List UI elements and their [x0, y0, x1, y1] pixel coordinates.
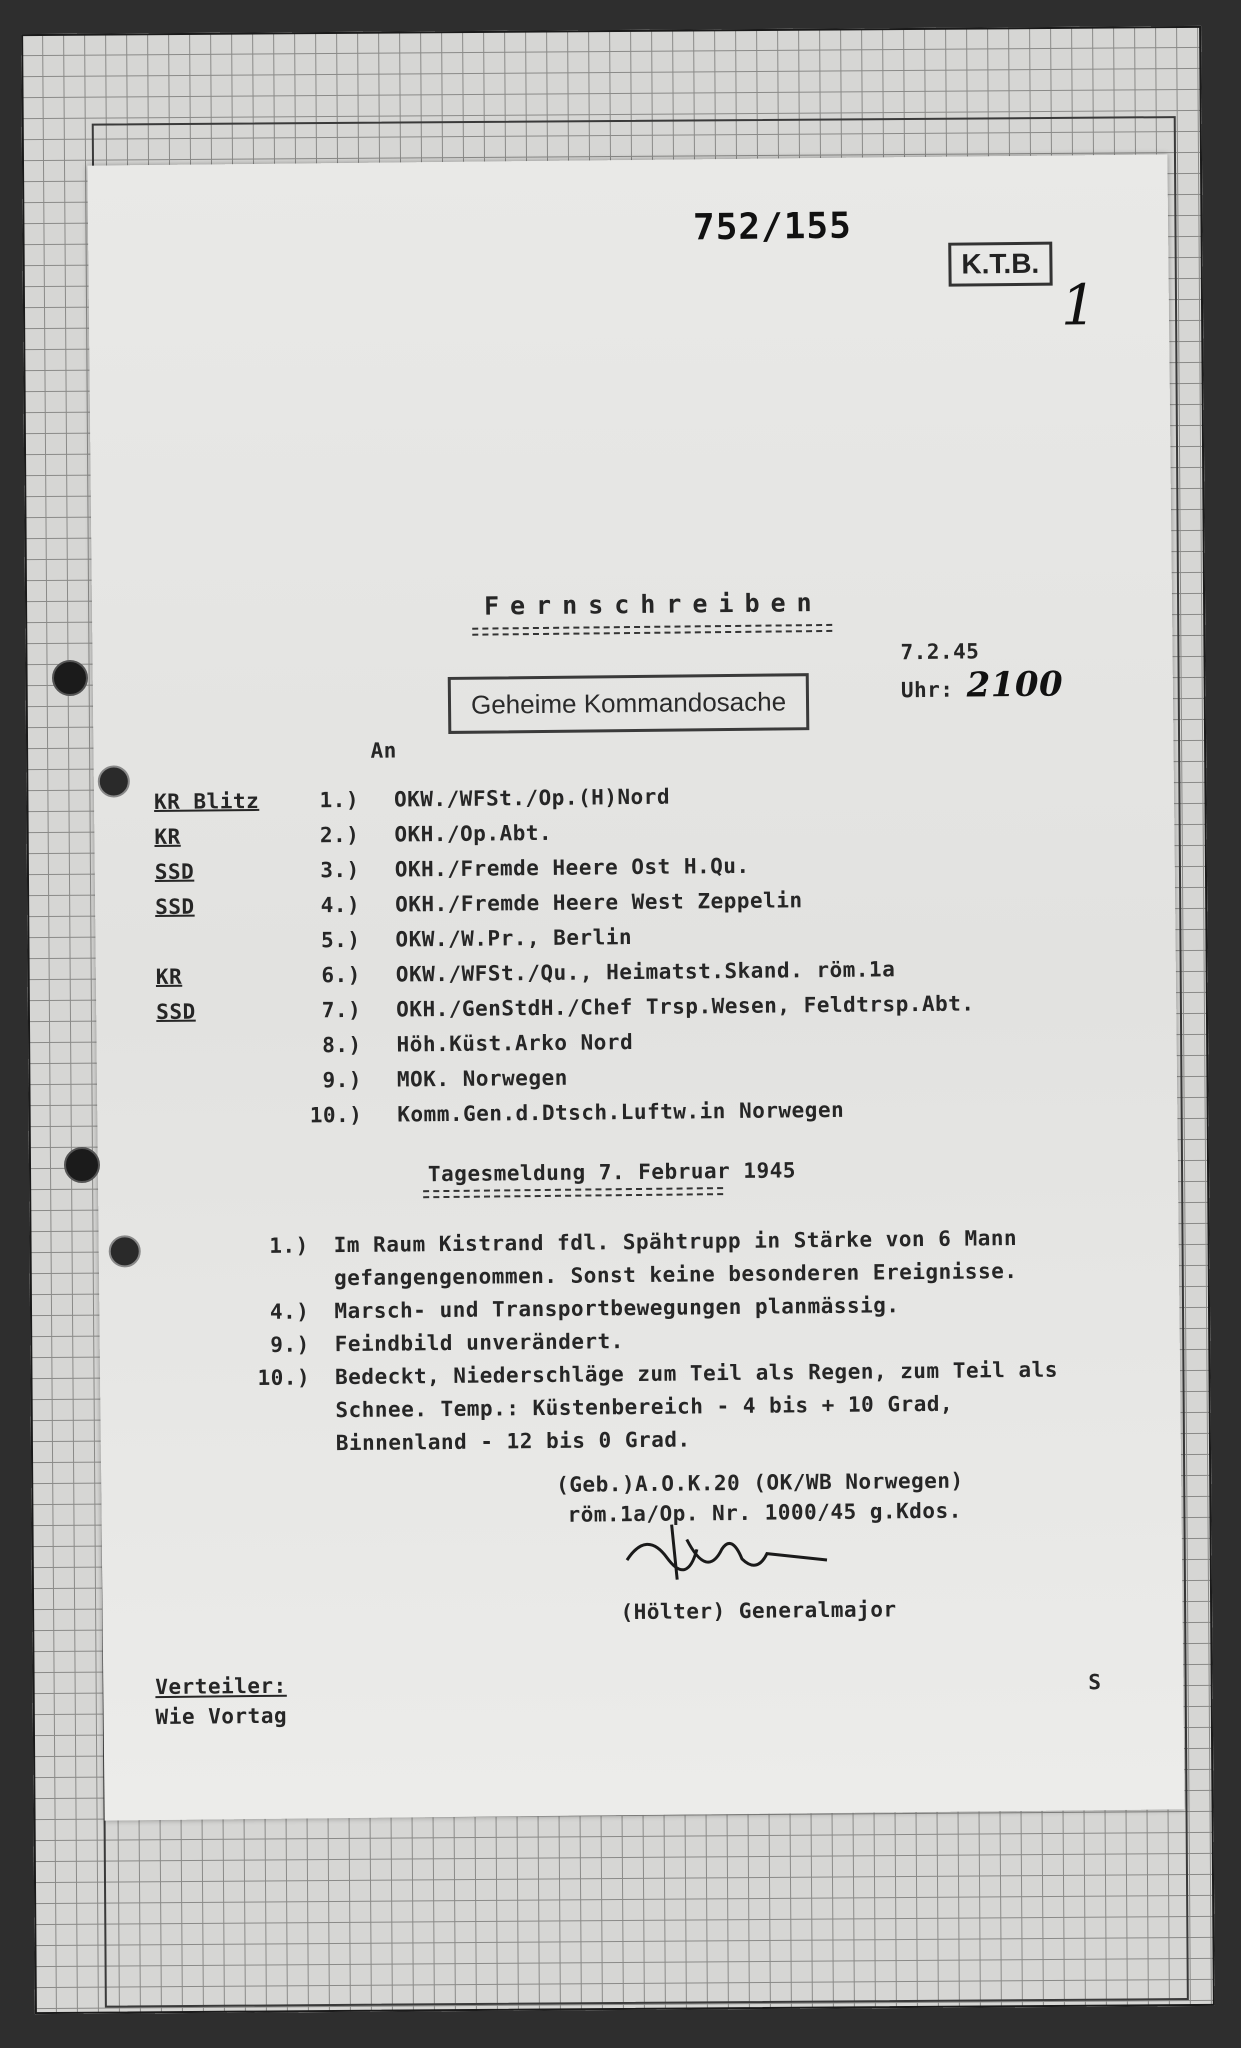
recipient-number: 5.): [320, 927, 361, 953]
report-item-number: [250, 1398, 310, 1399]
recipient-number: 1.): [319, 787, 360, 813]
report-title-underline: [423, 1187, 723, 1192]
report-item-number: 9.): [270, 1332, 310, 1357]
recipient-number: 7.): [321, 997, 362, 1023]
classification-stamp: Geheime Kommandosache: [448, 673, 810, 734]
report-title: Tagesmeldung 7. Februar 1945: [427, 1158, 797, 1187]
recipient-number: 8.): [322, 1032, 362, 1058]
document-heading: Fernschreiben: [483, 588, 823, 621]
hole-reinforcement-mark: [98, 765, 130, 797]
report-line: Bedeckt, Niederschläge zum Teil als Regen, zum Teil als: [334, 1357, 1059, 1390]
recipient-name: OKW./WFSt./Op.(H)Nord: [393, 784, 671, 812]
recipient-number: 6.): [321, 962, 361, 988]
recipient-number: 2.): [319, 822, 360, 848]
hole-reinforcement-mark-lower: [109, 1235, 141, 1267]
report-line: Schnee. Temp.: Küstenbereich - 4 bis + 10 Grad,: [335, 1391, 954, 1423]
report-item-number: 1.): [269, 1233, 309, 1258]
ktb-stamp: K.T.B.: [948, 242, 1052, 287]
recipient-name: OKW./WFSt./Qu., Heimatst.Skand. röm.1a: [395, 957, 896, 987]
telegram-time-row: [900, 664, 1064, 708]
recipient-name: OKH./GenStdH./Chef Trsp.Wesen, Feldtrsp.Abt.: [396, 991, 975, 1022]
recipient-name: Höh.Küst.Arko Nord: [396, 1030, 634, 1057]
document-number: 752/155: [692, 205, 852, 249]
recipient-priority: SSD: [154, 859, 195, 885]
addressee-intro: An: [370, 738, 397, 763]
report-line: gefangengenommen. Sonst keine besonderen Ereignisse.: [333, 1259, 1018, 1291]
recipient-priority: KR: [154, 824, 181, 850]
distribution-value: Wie Vortag: [155, 1703, 288, 1730]
corner-mark: S: [1088, 1670, 1102, 1695]
report-line: Feindbild unverändert.: [334, 1329, 624, 1357]
report-line: Im Raum Kistrand fdl. Spähtrupp in Stärke von 6 Mann: [333, 1226, 1018, 1258]
telegram-sheet: [87, 154, 1184, 1820]
signatory: (Hölter) Generalmajor: [620, 1597, 897, 1625]
distribution-label: Verteiler:: [155, 1673, 287, 1700]
report-item-number: 10.): [257, 1365, 311, 1390]
heading-underline: [472, 624, 832, 630]
sender-unit: (Geb.)A.O.K.20 (OK/WB Norwegen): [556, 1468, 964, 1497]
report-line: Binnenland - 12 bis 0 Grad.: [335, 1427, 691, 1456]
report-item-number: [249, 1266, 309, 1267]
handwritten-signature: [617, 1518, 838, 1590]
recipient-number: 10.): [309, 1102, 363, 1128]
recipient-name: Komm.Gen.d.Dtsch.Luftw.in Norwegen: [397, 1097, 845, 1127]
recipient-number: 4.): [320, 892, 361, 918]
recipient-number: 3.): [320, 857, 360, 883]
recipient-name: OKW./W.Pr., Berlin: [395, 925, 633, 952]
report-title-underline-second: [423, 1193, 723, 1198]
ktb-handwritten-mark: 1: [1060, 273, 1097, 339]
recipient-name: MOK. Norwegen: [396, 1065, 568, 1092]
report-item-number: 4.): [269, 1299, 310, 1324]
recipient-name: OKH./Fremde Heere West Zeppelin: [394, 888, 803, 917]
date-time-block: [900, 634, 1063, 708]
recipient-priority: KR Blitz: [153, 788, 260, 815]
report-line: Marsch- und Transportbewegungen planmässig.: [334, 1293, 900, 1324]
punch-hole-upper: [52, 660, 88, 696]
recipient-name: OKH./Op.Abt.: [394, 820, 553, 847]
sender-reference: röm.1a/Op. Nr. 1000/45 g.Kdos.: [567, 1498, 962, 1527]
heading-underline-second: [472, 630, 832, 636]
telegram-date: 7.2.45: [900, 639, 980, 665]
recipient-priority: SSD: [155, 894, 195, 920]
punch-hole-lower: [64, 1147, 100, 1183]
recipient-priority: SSD: [156, 999, 196, 1025]
recipient-number: 9.): [322, 1067, 363, 1093]
recipient-priority: KR: [155, 964, 183, 990]
recipient-name: OKH./Fremde Heere Ost H.Qu.: [394, 853, 750, 882]
time-value-handwritten: 2100: [966, 664, 1064, 706]
time-label: Uhr:: [900, 677, 954, 703]
report-item-number: [251, 1431, 311, 1432]
